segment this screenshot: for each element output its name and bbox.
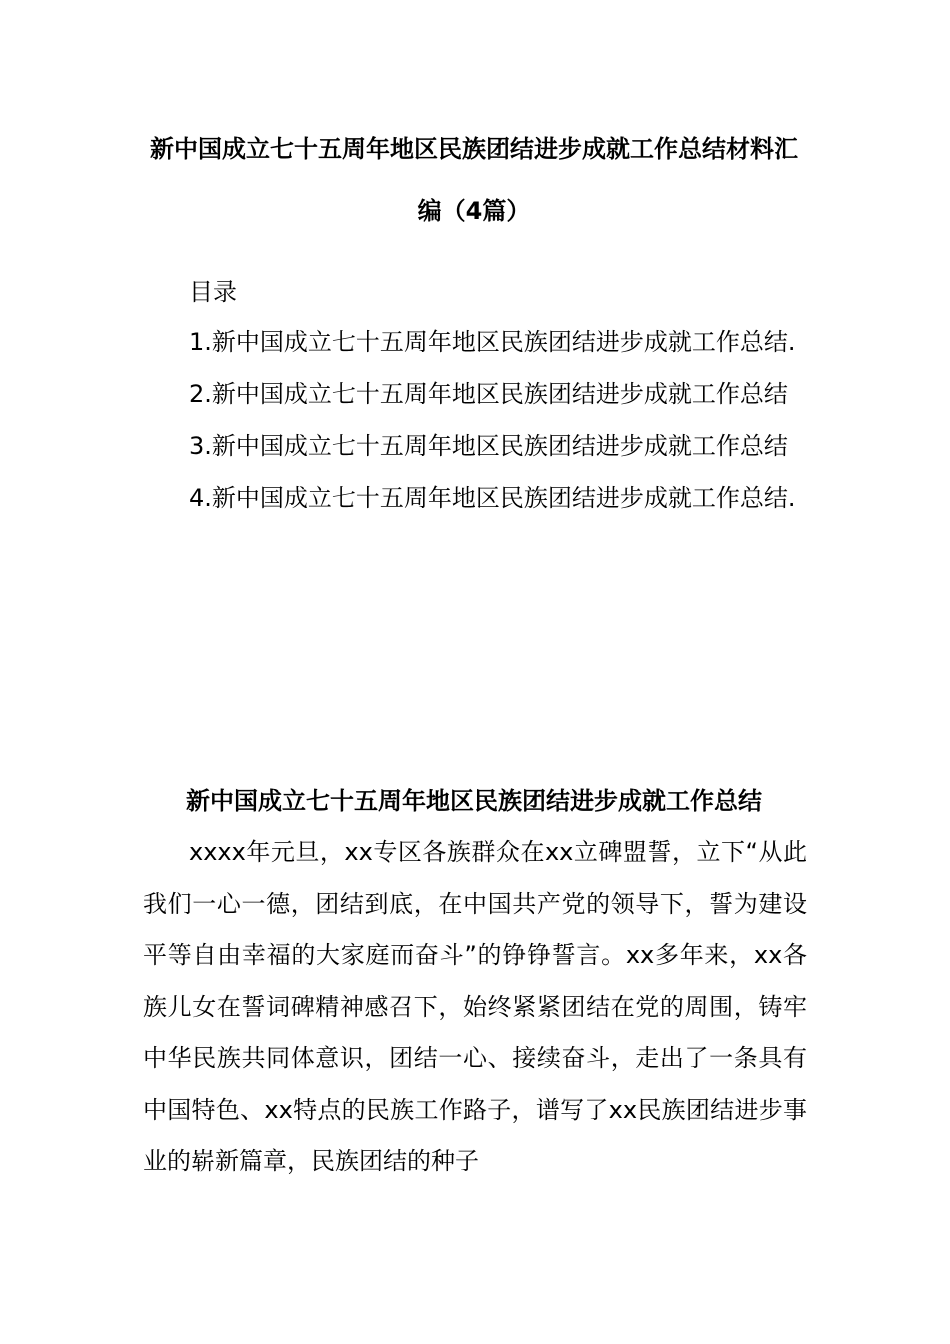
toc-item: 3.新中国成立七十五周年地区民族团结进步成就工作总结	[189, 432, 788, 460]
toc-item: 1.新中国成立七十五周年地区民族团结进步成就工作总结.	[189, 328, 796, 356]
body-paragraph: xxxx年元旦，xx专区各族群众在xx立碑盟誓，立下“从此我们一心一德，团结到底，在中国共产党的领导下，誓为建设平等自由幸福的大家庭而奋斗”的铮铮誓言。xx多年来，xx各族儿女在誓词碑精神感召下，始终紧紧团结在党的周围，铸牢中华民族共同体意识，团结一心、接续奋斗，走出了一条具有中国特色、xx特点的民族工作路子，谱写了xx民族团结进步事业的崭新篇章，民族团结的种子	[143, 838, 807, 1175]
toc-item: 2.新中国成立七十五周年地区民族团结进步成就工作总结	[189, 380, 788, 408]
document-title: 新中国成立七十五周年地区民族团结进步成就工作总结材料汇编（4篇）	[150, 135, 798, 225]
section-title: 新中国成立七十五周年地区民族团结进步成就工作总结	[186, 787, 762, 815]
toc-heading: 目录	[189, 278, 237, 306]
toc-list	[143, 316, 807, 524]
toc-item: 4.新中国成立七十五周年地区民族团结进步成就工作总结.	[189, 484, 796, 512]
